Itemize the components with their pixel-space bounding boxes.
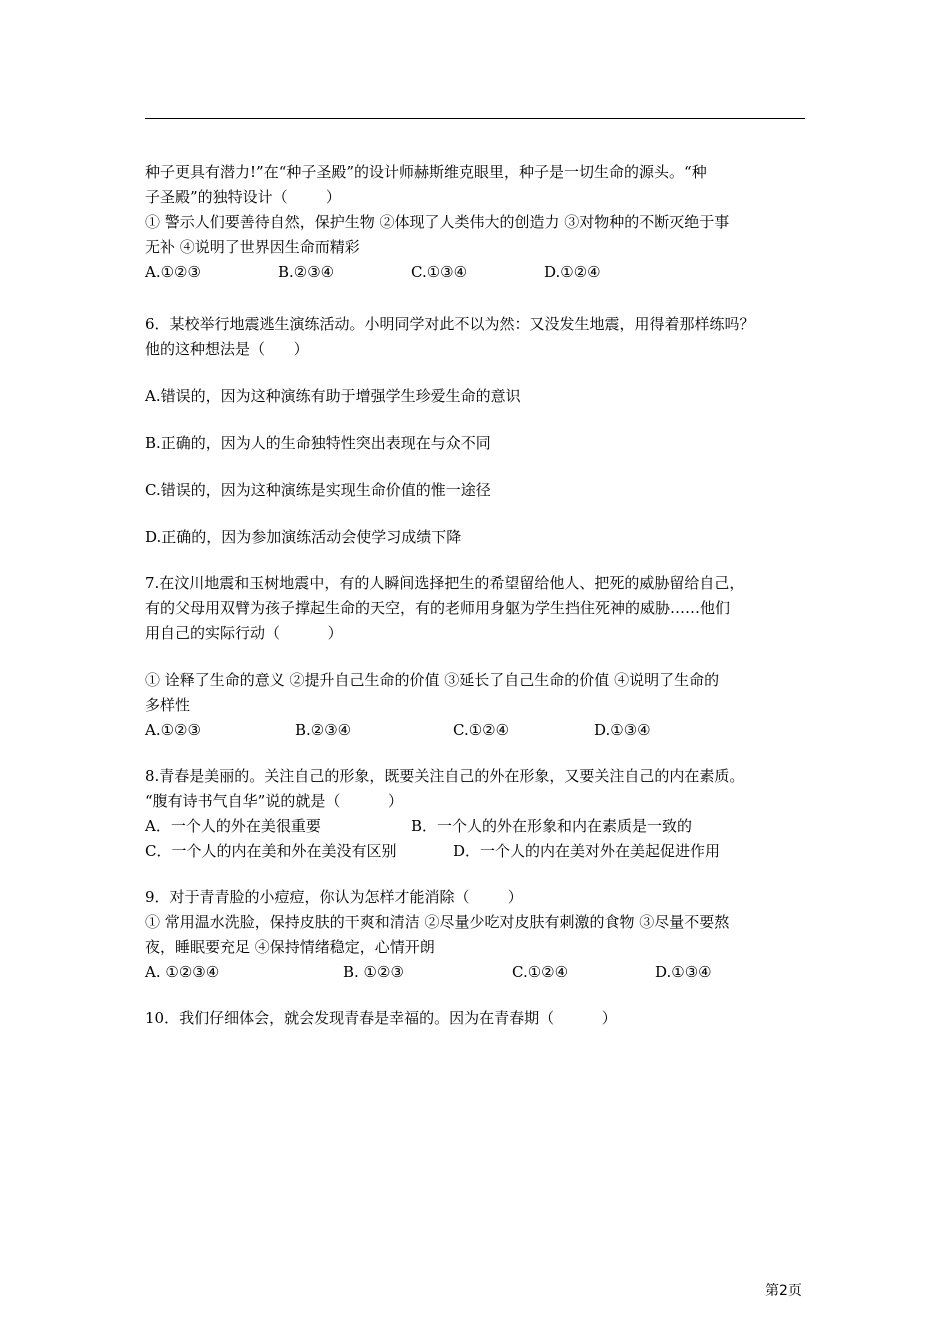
q5-statements-line1: ① 警示人们要善待自然，保护生物 ②体现了人类伟大的创造力 ③对物种的不断灭绝于事 — [145, 213, 730, 231]
exam-page-content — [145, 160, 807, 1031]
q5-stem-line1: 种子更具有潜力!”在“种子圣殿”的设计师赫斯维克眼里，种子是一切生命的源头。“种 — [145, 163, 707, 181]
q7-statements-line2: 多样性 — [145, 696, 191, 714]
q7-stem-line1: 7.在汶川地震和玉树地震中，有的人瞬间选择把生的希望留给他人、把死的威胁留给自己， — [145, 574, 745, 592]
q6-stem-line2: 他的这种想法是（ ） — [145, 340, 309, 358]
q9-option-b: B. ①②③ — [343, 963, 404, 981]
q6-option-b: B.正确的，因为人的生命独特性突出表现在与众不同 — [145, 434, 491, 452]
page-number: 第2页 — [765, 1283, 802, 1299]
q9-stem-line1: 9．对于青青脸的小痘痘，你认为怎样才能消除（ ） — [145, 888, 523, 906]
q8-option-d: D．一个人的内在美对外在美起促进作用 — [453, 842, 721, 860]
question-5 — [145, 160, 807, 285]
q8-stem-line2: “腹有诗书气自华”说的就是（ ） — [145, 792, 404, 810]
q7-option-c: C.①②④ — [453, 721, 510, 739]
q8-stem-line1: 8.青春是美丽的。关注自己的形象，既要关注自己的外在形象，又要关注自己的内在素质。 — [145, 767, 745, 785]
q9-statements-line1: ① 常用温水洗脸，保持皮肤的干爽和清洁 ②尽量少吃对皮肤有刺激的食物 ③尽量不要熬 — [145, 913, 730, 931]
q7-option-d: D.①③④ — [594, 721, 651, 739]
q9-option-c: C.①②④ — [512, 963, 569, 981]
q10-stem-line1: 10．我们仔细体会，就会发现青春是幸福的。因为在青春期（ ） — [145, 1009, 617, 1027]
q9-option-a: A. ①②③④ — [145, 963, 220, 981]
question-9 — [145, 885, 807, 985]
q5-option-d: D.①②④ — [544, 263, 601, 281]
q6-option-d: D.正确的，因为参加演练活动会使学习成绩下降 — [145, 528, 462, 546]
q9-option-d: D.①③④ — [655, 963, 712, 981]
q9-options — [145, 960, 807, 985]
q7-option-b: B.②③④ — [295, 721, 352, 739]
q9-statements-line2: 夜，睡眠要充足 ④保持情绪稳定，心情开朗 — [145, 938, 435, 956]
q5-statements-line2: 无补 ④说明了世界因生命而精彩 — [145, 238, 360, 256]
question-10 — [145, 1006, 807, 1031]
q7-stem-line3: 用自己的实际行动（ ） — [145, 624, 343, 642]
q7-option-a: A.①②③ — [145, 721, 201, 739]
question-6 — [145, 312, 807, 550]
q8-option-b: B．一个人的外在形象和内在素质是一致的 — [411, 817, 693, 835]
q7-stem-line2: 有的父母用双臂为孩子撑起生命的天空，有的老师用身躯为学生挡住死神的威胁……他们 — [145, 599, 731, 617]
q8-options-row2 — [145, 839, 807, 864]
q7-options — [145, 718, 807, 743]
q6-option-c: C.错误的，因为这种演练是实现生命价值的惟一途径 — [145, 481, 491, 499]
header-rule — [145, 118, 805, 119]
q5-option-a: A.①②③ — [145, 263, 201, 281]
question-8 — [145, 764, 807, 864]
q5-options — [145, 260, 807, 285]
question-7 — [145, 571, 807, 743]
q7-statements-line1: ① 诠释了生命的意义 ②提升自己生命的价值 ③延长了自己生命的价值 ④说明了生命的 — [145, 671, 720, 689]
q8-option-c: C．一个人的内在美和外在美没有区别 — [145, 842, 397, 860]
q6-option-a: A.错误的，因为这种演练有助于增强学生珍爱生命的意识 — [145, 387, 521, 405]
q8-options-row1 — [145, 814, 807, 839]
q5-stem-line2: 子圣殿”的独特设计（ ） — [145, 188, 341, 206]
q6-stem-line1: 6．某校举行地震逃生演练活动。小明同学对此不以为然：又没发生地震，用得着那样练吗？ — [145, 315, 755, 333]
q5-option-b: B.②③④ — [278, 263, 335, 281]
q5-option-c: C.①③④ — [411, 263, 468, 281]
q8-option-a: A．一个人的外在美很重要 — [145, 817, 321, 835]
